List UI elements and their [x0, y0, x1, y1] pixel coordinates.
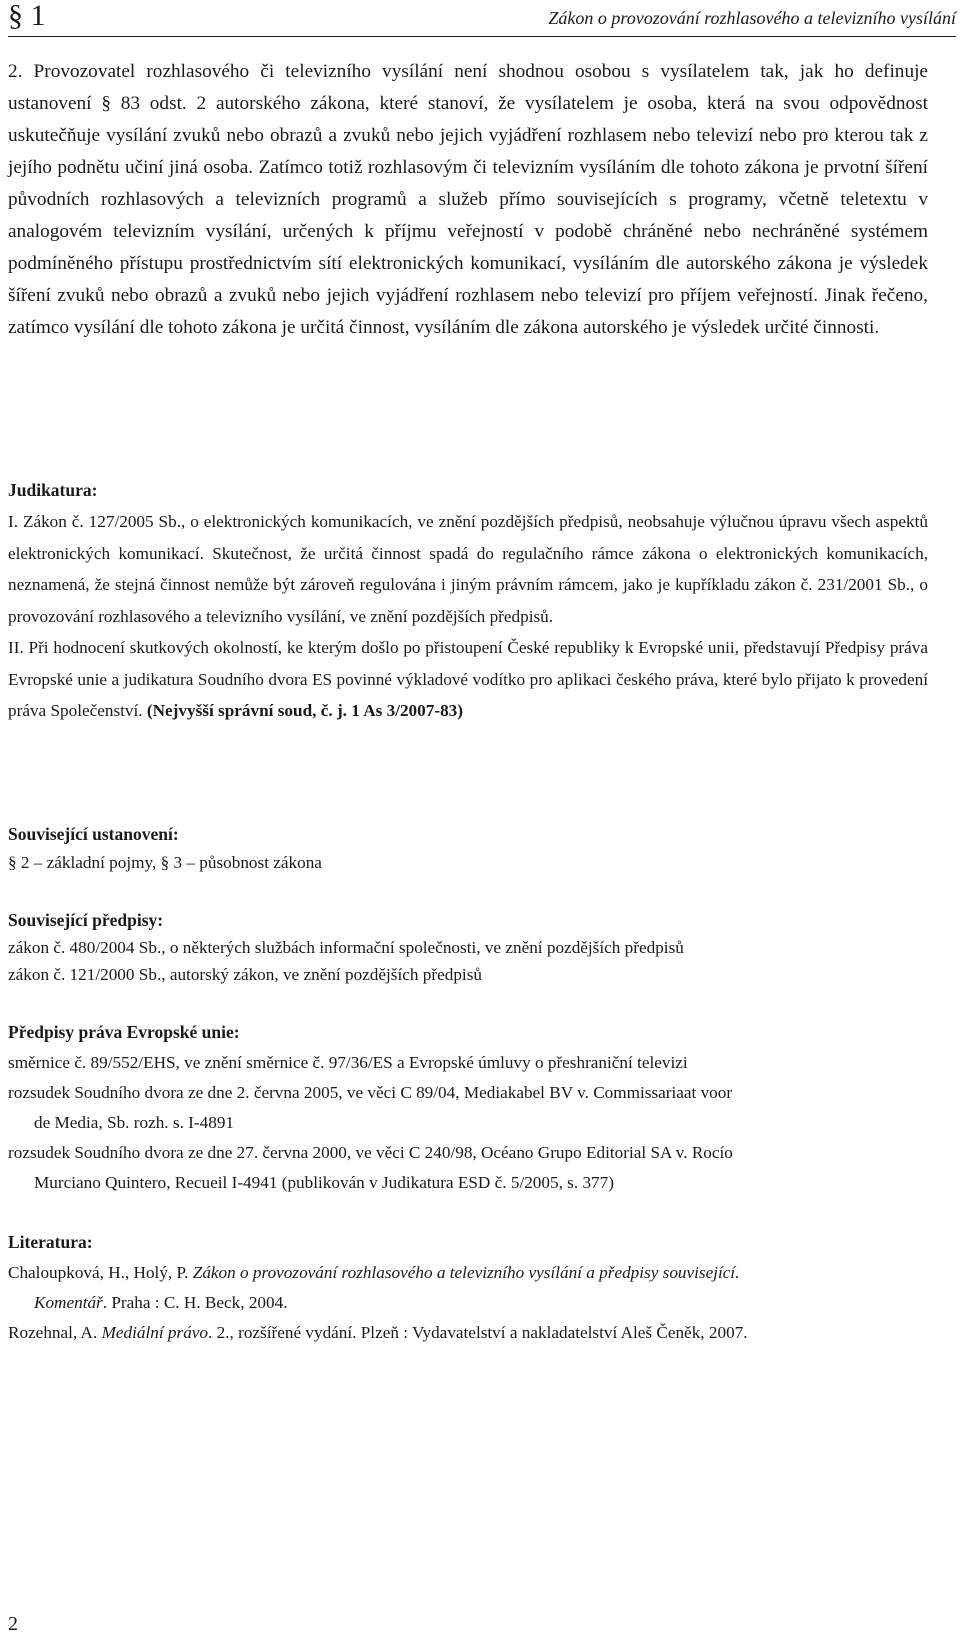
- judikatura-citation: (Nejvyšší správní soud, č. j. 1 As 3/2007-83): [146, 701, 463, 720]
- paragraph-2-part-b: Zatímco totiž rozhlasovým či televizním vysíláním dle tohoto zákona je prvotní šíření původních rozhlasových a televizních programů a služeb přímo souvisejících s programy, včetně teletextu v analogovém televizním vysílání, určených k příjmu veřejností v podobě chráněné nebo nechráněné systémem podmíněného přístupu prostřednictvím sítí elektronických komunikací, vysíláním dle autorského zákona je výsledek šíření zvuků nebo obrazů a zvuků nebo jejich vyjádření rozhlasem nebo televizí pro příjem veřejností. Jinak řečeno, zatímco vysílání dle tohoto zákona je určitá činnost, vysíláním dle zákona autorského je výsledek určité činnosti.: [8, 157, 928, 338]
- page-number: 2: [8, 1613, 18, 1635]
- eu-law-item-2-cont: de Media, Sb. rozh. s. I-4891: [34, 1113, 235, 1132]
- literature-ref-2: [8, 1320, 938, 1346]
- literature-ref-1-publisher: . Praha : C. H. Beck, 2004.: [102, 1293, 288, 1312]
- running-title: Zákon o provozování rozhlasového a televizního vysílání: [548, 8, 956, 28]
- section-mark: § 1: [8, 0, 46, 32]
- literature-ref-2-title: Mediální právo: [101, 1323, 209, 1342]
- related-regulation-item: zákon č. 480/2004 Sb., o některých službách informační společnosti, ve znění pozdějších předpisů: [8, 938, 684, 957]
- related-provisions-heading: Související ustanovení:: [8, 824, 179, 844]
- judikatura-item-2: [8, 632, 928, 727]
- literature-ref-2-author: Rozehnal, A.: [8, 1323, 102, 1342]
- literature-ref-1-title: Zákon o provozování rozhlasového a televizního vysílání a předpisy související.: [192, 1263, 740, 1282]
- literature-ref-1-subtitle: Komentář: [34, 1293, 103, 1312]
- paragraph-2-part-a: 2. Provozovatel rozhlasového či televizního vysílání není shodnou osobou s vysílatelem tak, jak ho definuje ustanovení § 83 odst. 2 autorského zákona, které stanoví, že vysílatelem je osoba, která na svou odpovědnost uskutečňuje vysílání zvuků nebo obrazů a zvuků nebo jejich vyjádření rozhlasem nebo televizí nebo pro kterou tak z jejího podnětu učiní jiná osoba.: [8, 61, 928, 178]
- literature-ref-2-publisher: . 2., rozšířené vydání. Plzeň : Vydavatelství a nakladatelství Aleš Čeněk, 2007.: [208, 1323, 748, 1342]
- eu-law-item-1: směrnice č. 89/552/EHS, ve znění směrnice č. 97/36/ES a Evropské úmluvy o přeshraniční televizi: [8, 1053, 688, 1072]
- eu-law-item-3: rozsudek Soudního dvora ze dne 27. června 2000, ve věci C 240/98, Océano Grupo Editorial SA v. Rocío: [8, 1143, 733, 1162]
- judikatura-item-2-text: II. Při hodnocení skutkových okolností, ke kterým došlo po přistoupení České republiky k Evropské unii, představují Předpisy práva Evropské unie a judikatura Soudního dvora ES povinné výkladové vodítko pro aplikaci českého práva, které bylo přijato k provedení práva Společenství.: [8, 638, 928, 720]
- related-regulations-heading: Související předpisy:: [8, 910, 164, 930]
- commentary-paragraph: [8, 56, 928, 344]
- related-regulation-item: zákon č. 121/2000 Sb., autorský zákon, ve znění pozdějších předpisů: [8, 965, 482, 984]
- literature-ref-1-cont: [34, 1290, 960, 1316]
- eu-law-item-2: rozsudek Soudního dvora ze dne 2. června 2005, ve věci C 89/04, Mediakabel BV v. Commissariaat voor: [8, 1083, 733, 1102]
- literature-ref-1: [8, 1260, 938, 1286]
- eu-law-item-3-cont: Murciano Quintero, Recueil I-4941 (publikován v Judikatura ESD č. 5/2005, s. 377): [34, 1173, 614, 1192]
- eu-law-heading: Předpisy práva Evropské unie:: [8, 1022, 240, 1042]
- literature-heading: Literatura:: [8, 1232, 93, 1252]
- judikatura-body: [8, 506, 928, 727]
- judikatura-item-1: I. Zákon č. 127/2005 Sb., o elektronických komunikacích, ve znění pozdějších předpisů, neobsahuje výlučnou úpravu všech aspektů elektronických komunikací. Skutečnost, že určitá činnost spadá do regulačního rámce zákona o elektronických komunikacích, neznamená, že stejná činnost nemůže být zároveň regulována i jiným právním rámcem, jako je kupříkladu zákon č. 231/2001 Sb., o provozování rozhlasového a televizního vysílání, ve znění pozdějších předpisů.: [8, 512, 928, 626]
- related-provisions-text: § 2 – základní pojmy, § 3 – působnost zákona: [8, 853, 322, 872]
- judikatura-heading: Judikatura:: [8, 480, 98, 500]
- running-header: [8, 0, 956, 37]
- literature-ref-1-author: Chaloupková, H., Holý, P.: [8, 1263, 193, 1282]
